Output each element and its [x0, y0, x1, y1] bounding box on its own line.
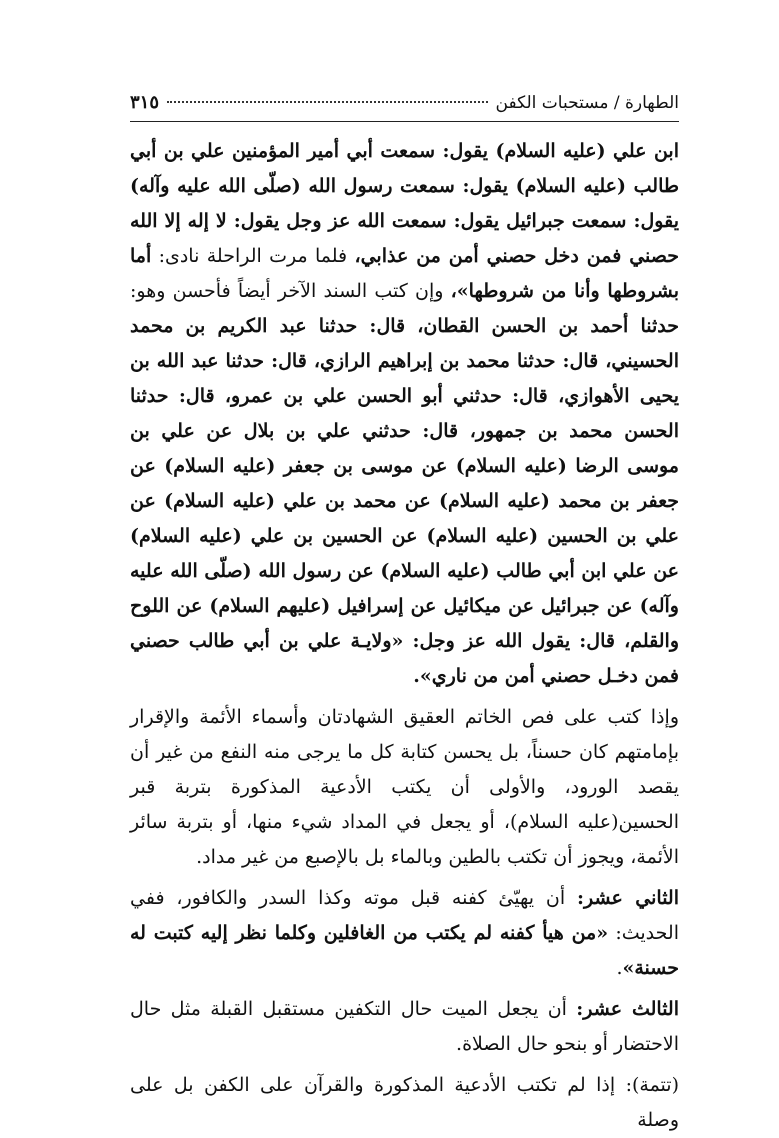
header-title: الطهارة / مستحبات الكفن	[495, 93, 679, 113]
text-run: أما بشروطها وأنا من شروطها»،	[130, 245, 679, 302]
page-number: ٣١٥	[130, 92, 160, 113]
running-header	[130, 92, 679, 122]
text-run: وإذا كتب على فص الخاتم العقيق الشهادتان وأسماء الأئمة والإقرار بإمامتهم كان حسناً، بل يحسن كتابة كل ما يرجى منه النفع من غير أن يقصد الورود، والأولى أن يكتب الأدعية المذكورة بتربة قبر الحسين(عليه السلام)، أو يجعل في المداد شيء منها، أو بتربة سائر الأئمة، ويجوز أن تكتب بالطين وبالماء بل بالإصبع من غير مداد.	[130, 706, 679, 868]
paragraph-p2	[130, 700, 679, 875]
text-run: الثاني عشر:	[577, 887, 679, 909]
text-run: فلما مرت الراحلة نادى:	[151, 245, 355, 267]
paragraph-p5	[130, 1068, 679, 1138]
text-run: (تتمة): إذا لم تكتب الأدعية المذكورة والقرآن على الكفن بل على وصلة	[130, 1074, 679, 1131]
paragraph-p1	[130, 134, 679, 694]
text-run: «من هيأ كفنه لم يكتب من الغافلين وكلما نظر إليه كتبت له حسنة»	[130, 922, 679, 979]
text-run: أن يهيّئ كفنه قبل موته وكذا السدر والكافور، ففي الحديث:	[130, 887, 679, 944]
text-run: الثالث عشر:	[576, 998, 680, 1020]
text-run: حدثنا أحمد بن الحسن القطان، قال: حدثنا عبد الكريم بن محمد الحسيني، قال: حدثنا محمد بن إبراهيم الرازي، قال: حدثنا عبد الله بن يحيى الأهوازي، قال: حدثني أبو الحسن علي بن عمرو، قال: حدثنا الحسن محمد بن جمهور، قال: حدثني علي بن بلال عن علي بن موسى الرضا (عليه السلام) عن موسى بن جعفر (عليه السلام) عن جعفر بن محمد (عليه السلام) عن محمد بن علي (عليه السلام) عن علي بن الحسين (عليه السلام) عن الحسين بن علي (عليه السلام) عن علي ابن أبي طالب (عليه السلام) عن رسول الله (صلّى الله عليه وآله) عن جبرائيل عن ميكائيل عن إسرافيل (عليهم السلام) عن اللوح والقلم، قال: يقول الله عز وجل: «ولايـة علي بن أبي طالب حصني فمن دخـل حصني أمن من ناري».	[130, 315, 679, 687]
text-run: ابن علي (عليه السلام) يقول: سمعت أبي أمير المؤمنين علي بن أبي طالب (عليه السلام) يقول: سمعت رسول الله (صلّى الله عليه وآله) يقول: سمعت جبرائيل يقول: سمعت الله عز وجل يقول: لا إله إلا الله حصني فمن دخل حصني أمن من عذابي،	[130, 140, 679, 267]
header-dot-leader	[167, 101, 488, 103]
text-run: .	[616, 957, 623, 979]
paragraph-p3	[130, 881, 679, 986]
text-run: أن يجعل الميت حال التكفين مستقبل القبلة مثل حال الاحتضار أو بنحو حال الصلاة.	[130, 998, 679, 1055]
paragraph-p4	[130, 992, 679, 1062]
page-body	[130, 134, 679, 1138]
text-run: وإن كتب السند الآخر أيضاً فأحسن وهو:	[130, 280, 451, 302]
